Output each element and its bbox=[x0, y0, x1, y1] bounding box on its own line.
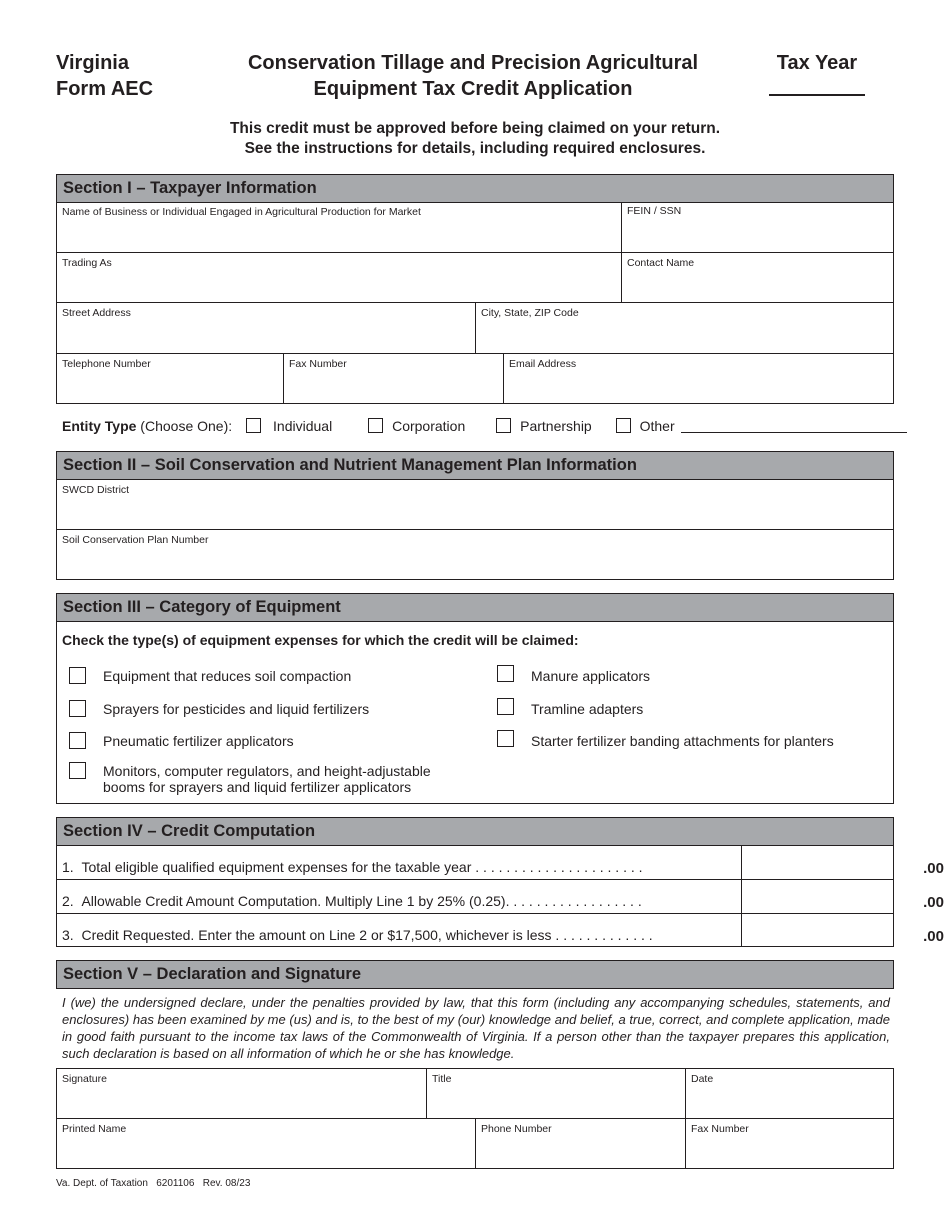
entity-corporation-checkbox[interactable] bbox=[368, 418, 383, 433]
fein-label: FEIN / SSN bbox=[627, 205, 682, 217]
form-footer: Va. Dept. of Taxation 6201106 Rev. 08/23 bbox=[56, 1178, 251, 1189]
pneumatic-label: Pneumatic fertilizer applicators bbox=[103, 733, 294, 749]
signature-label: Signature bbox=[62, 1073, 107, 1085]
monitors-label-line1: Monitors, computer regulators, and height-adjustable bbox=[103, 763, 431, 779]
swcd-district-field[interactable] bbox=[56, 479, 894, 530]
entity-other-input[interactable] bbox=[681, 418, 907, 433]
credit-line-2 bbox=[56, 879, 944, 913]
trading-as-field[interactable] bbox=[56, 252, 622, 303]
notice-line2: See the instructions for details, including required enclosures. bbox=[244, 140, 706, 157]
street-address-label: Street Address bbox=[62, 307, 131, 319]
credit-line-1 bbox=[56, 845, 944, 879]
entity-partnership-checkbox[interactable] bbox=[496, 418, 511, 433]
signature-field[interactable] bbox=[56, 1068, 427, 1119]
phone-number-label: Phone Number bbox=[481, 1123, 552, 1135]
date-field[interactable] bbox=[685, 1068, 894, 1119]
manure-label: Manure applicators bbox=[531, 668, 651, 684]
section1-heading: Section I – Taxpayer Information bbox=[56, 174, 894, 203]
section3-heading: Section III – Category of Equipment bbox=[56, 593, 894, 622]
tax-year-input[interactable] bbox=[769, 76, 865, 96]
plan-number-field[interactable] bbox=[56, 529, 894, 580]
entity-partnership-label: Partnership bbox=[520, 418, 592, 434]
tax-year bbox=[760, 50, 874, 96]
tramline-label: Tramline adapters bbox=[531, 701, 644, 717]
phone-number-field[interactable] bbox=[475, 1118, 686, 1169]
fein-field[interactable] bbox=[621, 202, 894, 253]
soil-compaction-checkbox[interactable] bbox=[69, 667, 86, 684]
email-field[interactable] bbox=[503, 353, 894, 404]
entity-corporation-label: Corporation bbox=[392, 418, 466, 434]
fax-label: Fax Number bbox=[289, 358, 347, 370]
monitors-checkbox[interactable] bbox=[69, 762, 86, 779]
entity-type-label: Entity Type bbox=[62, 418, 137, 434]
entity-type-row bbox=[62, 416, 907, 436]
printed-name-label: Printed Name bbox=[62, 1123, 127, 1135]
email-label: Email Address bbox=[509, 358, 577, 370]
form-number: Form AEC bbox=[56, 78, 154, 100]
pneumatic-checkbox[interactable] bbox=[69, 732, 86, 749]
line3-text: 3. Credit Requested. Enter the amount on Line 2 or $17,500, whichever is less . . . . . . . . . . . . . bbox=[62, 927, 653, 943]
credit-line-3 bbox=[56, 913, 944, 947]
entity-other-label: Other bbox=[639, 418, 675, 434]
line2-amount: .00 bbox=[923, 894, 944, 911]
tramline-checkbox[interactable] bbox=[497, 698, 514, 715]
monitors-label-line2: booms for sprayers and liquid fertilizer applicators bbox=[103, 779, 412, 795]
title-field[interactable] bbox=[426, 1068, 686, 1119]
sprayers-checkbox[interactable] bbox=[69, 700, 86, 717]
date-label: Date bbox=[691, 1073, 714, 1085]
street-address-field[interactable] bbox=[56, 302, 476, 354]
telephone-field[interactable] bbox=[56, 353, 284, 404]
city-state-zip-field[interactable] bbox=[475, 302, 894, 354]
fax-field[interactable] bbox=[283, 353, 504, 404]
declaration-text: I (we) the undersigned declare, under the penalties provided by law, that this form (including any accompanying schedules, statements, and enclosures) has been examined by me (us) and is, to the best of my (our) knowledge and belief, a true, correct, and complete application, made in good faith pursuant to the income tax laws of the Commonwealth of Virginia. If a person other than the taxpayer prepares this application, such declaration is based on all information of which he or she has knowledge. bbox=[62, 995, 890, 1061]
section2-heading: Section II – Soil Conservation and Nutrient Management Plan Information bbox=[56, 451, 894, 480]
section4-heading: Section IV – Credit Computation bbox=[56, 817, 894, 846]
notice-line1: This credit must be approved before being claimed on your return. bbox=[229, 120, 721, 137]
state-name: Virginia bbox=[56, 52, 129, 74]
signer-fax-field[interactable] bbox=[685, 1118, 894, 1169]
printed-name-field[interactable] bbox=[56, 1118, 476, 1169]
trading-as-label: Trading As bbox=[62, 257, 112, 269]
tax-year-label: Tax Year bbox=[776, 52, 858, 74]
manure-checkbox[interactable] bbox=[497, 665, 514, 682]
starter-banding-label: Starter fertilizer banding attachments for planters bbox=[531, 733, 834, 749]
starter-banding-checkbox[interactable] bbox=[497, 730, 514, 747]
contact-name-field[interactable] bbox=[621, 252, 894, 303]
sprayers-label: Sprayers for pesticides and liquid fertilizers bbox=[103, 701, 370, 717]
title-label: Title bbox=[432, 1073, 452, 1085]
entity-individual-checkbox[interactable] bbox=[246, 418, 261, 433]
soil-compaction-label: Equipment that reduces soil compaction bbox=[103, 668, 352, 684]
business-name-label: Name of Business or Individual Engaged in Agricultural Production for Market bbox=[62, 206, 421, 218]
entity-other-checkbox[interactable] bbox=[616, 418, 631, 433]
line1-amount: .00 bbox=[923, 860, 944, 877]
line3-amount-input[interactable] bbox=[741, 913, 950, 947]
line1-amount-input[interactable] bbox=[741, 845, 950, 879]
line3-amount: .00 bbox=[923, 928, 944, 945]
signer-fax-label: Fax Number bbox=[691, 1123, 749, 1135]
equipment-instruction: Check the type(s) of equipment expenses for which the credit will be claimed: bbox=[62, 632, 579, 648]
plan-number-label: Soil Conservation Plan Number bbox=[62, 534, 209, 546]
line1-text: 1. Total eligible qualified equipment expenses for the taxable year . . . . . . . . . . . . . . . . . . . . . . bbox=[62, 859, 643, 875]
line2-amount-input[interactable] bbox=[741, 879, 950, 913]
title-line2: Equipment Tax Credit Application bbox=[313, 78, 633, 100]
form-title bbox=[200, 50, 746, 102]
title-line1: Conservation Tillage and Precision Agricultural bbox=[247, 52, 699, 74]
entity-type-hint: (Choose One): bbox=[136, 418, 233, 434]
entity-individual-label: Individual bbox=[273, 418, 333, 434]
business-name-field[interactable] bbox=[56, 202, 622, 253]
approval-notice bbox=[56, 119, 894, 159]
section5-heading: Section V – Declaration and Signature bbox=[56, 960, 894, 989]
telephone-label: Telephone Number bbox=[62, 358, 151, 370]
swcd-district-label: SWCD District bbox=[62, 484, 130, 496]
contact-name-label: Contact Name bbox=[627, 257, 695, 269]
form-id bbox=[56, 50, 153, 102]
city-state-zip-label: City, State, ZIP Code bbox=[481, 307, 579, 319]
line2-text: 2. Allowable Credit Amount Computation. Multiply Line 1 by 25% (0.25). . . . . . . . . . . . . . . . . . bbox=[62, 893, 642, 909]
